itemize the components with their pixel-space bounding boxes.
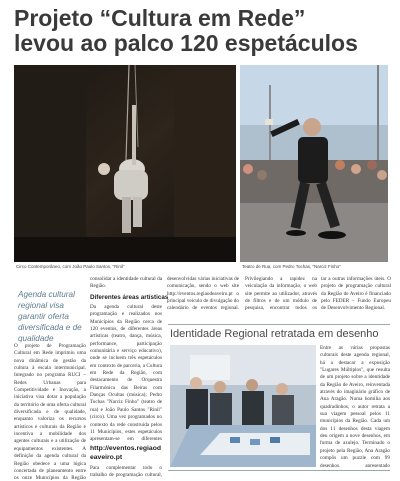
events-website-link[interactable]: http://eventos.regiaodeaveiro.pt [90,445,161,461]
left-photo-caption: Circo Contemporâneo, com João Paulo Santos, "Rinil" [16,264,125,269]
article-column-1: O projeto de Programação Cultural em Rede imprimiu uma nova dinâmica de gestão da cultura à escala intermunicipal. Integrado no programa RUCI – Redes Urbanas para Competitividade e Inovação, a iniciativa visa dotar a população do território de uma oferta cultural diversificada e de qualidade, enquanto valoriza os recursos artísticos e culturais da Região e incentiva a mobilidade dos agentes culturais e a utilização de equipamentos existentes. A definição da agenda cultural da Região obedece a uma lógica concertada de planeamento entre os onze Municípios da Região [14,343,86,481]
identity-box-title: Identidade Regional retratada em desenho [170,328,379,340]
identity-box-text: Entre as várias propostas culturais deste agenda regional, há a destacar a exposição "Lugares Múltiplos", que resulta de um projeto sobre a identidade da Região de Aveiro, reinventada através do imaginário gráfico de Ana Aragão. Numa homilia aos quadradinhos, o autor retrata a sua viagem pessoal pelos 11 municípios da Região. Cada um dos 11 desenhos desta viagem deu origem a nove desenhos, em forma de azulejo. Terminado o projeto pela Região, Ana Aragão compôs um puzzle com 99 desenhos, apresentado [320,345,390,467]
article-column-2-closing: Para complementar todo o trabalho de programação cultural, [90,465,162,479]
street-theatre-photo [240,65,388,262]
headline-line-2: levou ao palco 120 espetáculos [14,30,358,56]
article-column-3: desenvolvidas várias iniciativas de comunicação, sendo o web site http://eventos.regiaodeaveiro.pt o principal veículo de divulgação do calendário de eventos regional. Privilegiando a rapidez na veiculação da informação, o web site permite ao utilizador, através de filtros e de um módulo de pesquisa, encontrar todos os [167,276,317,312]
exhibition-photo [170,345,316,467]
article-column-4: tar a outras informações úteis. O projeto de programação cultural da Região de Aveiro é financiado pelo FEDER – Fundo Europeu de Desenvolvimento Regional. [321,276,391,312]
box-bottom-rule [168,470,390,471]
headline [14,6,390,56]
headline-line-1: Projeto “Cultura em Rede” [14,5,306,31]
article-column-2-intro: consolidar a identidade cultural da Região. [90,276,162,290]
circus-photo [14,65,236,262]
right-photo-caption: Teatro de Rua, com Pedro Tochas, "Narciz Finho" [242,264,341,269]
box-top-rule [168,324,390,325]
lead-text: Agenda cultural regional visa garantir oferta diversificada e de qualidade [18,290,82,343]
article-column-2-body: Da agenda cultural deste programação e realizados nos Municípios da Região cerca de 120 eventos, de diferentes áreas artísticas (teatro, dança, música, performance, participação comunitária e serviço educativo), onde se incluem três espetáculos em contexto de parceria, a Cultura em Rede da Região, com destacamento de Orquestra Filarmónica das Beiras com Danças Ocultas (música); Pedro Tochas "Narciz Finho" (teatro de rua) e João Paulo Santos "Rinil" (circo). Uma vez programados no contexto da rede construída pelos 11 Municípios, estes espetáculos apresentam-se em diferentes [90,304,162,442]
subheading-artistic-areas: Diferentes áreas artísticas [90,294,169,301]
